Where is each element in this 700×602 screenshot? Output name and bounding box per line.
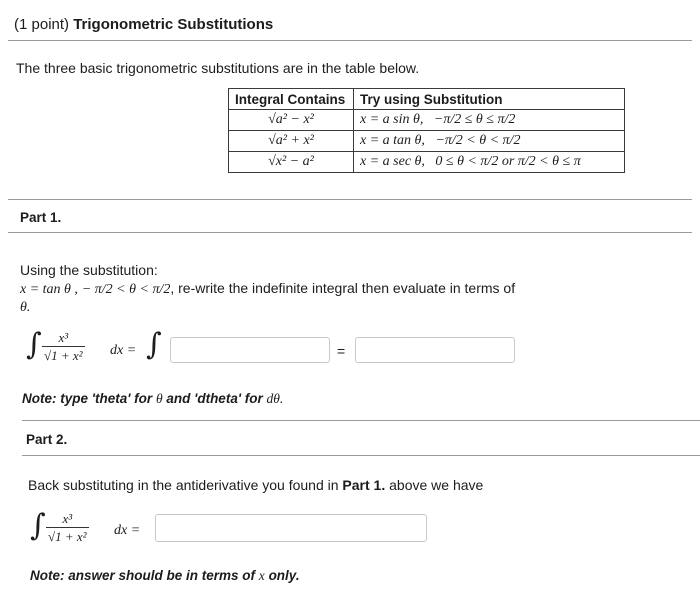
part2-top-divider [22, 420, 700, 421]
contains-cell: √a² − x² [229, 110, 354, 131]
table-header-row [229, 89, 625, 110]
part1-bottom-divider [8, 232, 692, 233]
back-text-bold: Part 1. [342, 477, 386, 493]
antiderivative-x-input[interactable] [155, 514, 427, 542]
note-dtheta: dθ. [266, 391, 284, 406]
part1-equals: = [337, 343, 346, 359]
part2-note [30, 568, 300, 584]
substitution-range: − π/2 < θ < π/2 [81, 282, 171, 297]
col-substitution: Try using Substitution [354, 89, 625, 110]
note-prefix: Note: answer should be in terms of [30, 568, 256, 583]
sub-range: 0 ≤ θ < π/2 or π/2 < θ ≤ π [435, 154, 581, 169]
substitution-cell [354, 131, 625, 152]
part1-integrand [42, 330, 85, 364]
part2-bottom-divider [22, 455, 700, 456]
integrand-denominator: √1 + x² [44, 348, 83, 363]
problem-title: Trigonometric Substitutions [73, 16, 274, 33]
part1-integral-sign-2: ∫ [146, 327, 162, 362]
note-mid: and 'dtheta' for [166, 391, 263, 406]
table-row [229, 131, 625, 152]
sub-expr: x = a sin θ, [360, 112, 424, 127]
part2-label: Part 2. [26, 432, 68, 447]
substitution-cell [354, 152, 625, 173]
part1-top-divider [8, 199, 692, 200]
back-substituting-text [28, 477, 483, 493]
back-text-after: above we have [389, 477, 484, 493]
integrand-numerator: x³ [62, 511, 73, 526]
substitution-line [20, 280, 515, 298]
part1-label: Part 1. [20, 210, 62, 225]
note-prefix: Note: type 'theta' for [22, 391, 153, 406]
back-text-before: Back substituting in the antiderivative you found in [28, 477, 339, 493]
instruction-text: , re-write the indefinite integral then evaluate in terms of [170, 280, 516, 296]
table-row [229, 110, 625, 131]
note-x: x [258, 568, 265, 583]
sub-expr: x = a sec θ, [360, 154, 425, 169]
note-suffix: only. [268, 568, 300, 583]
header-divider [8, 40, 692, 41]
part1-integral-sign: ∫ [26, 327, 42, 362]
points-label: (1 point) [14, 16, 70, 33]
col-integral-contains: Integral Contains [229, 89, 354, 110]
integrand-denominator: √1 + x² [48, 529, 87, 544]
theta-text: θ. [20, 300, 31, 315]
problem-header [14, 16, 273, 33]
part1-dx-equals: dx = [110, 343, 137, 358]
part2-integrand [46, 511, 89, 545]
sub-range: −π/2 ≤ θ ≤ π/2 [433, 112, 516, 127]
intro-text: The three basic trigonometric substitutions are in the table below. [16, 60, 420, 76]
substitution-cell [354, 110, 625, 131]
antiderivative-theta-input[interactable] [355, 337, 515, 363]
using-substitution-text: Using the substitution: [20, 262, 158, 278]
integrand-numerator: x³ [58, 330, 69, 345]
table-row [229, 152, 625, 173]
note-theta: θ [155, 391, 163, 406]
substitution-expression: x = tan θ , [20, 282, 78, 297]
part2-integral-sign: ∫ [30, 508, 46, 543]
substitution-table [228, 88, 625, 173]
part1-note [22, 391, 283, 407]
sub-range: −π/2 < θ < π/2 [435, 133, 521, 148]
sub-expr: x = a tan θ, [360, 133, 425, 148]
integrand-input[interactable] [170, 337, 330, 363]
part2-dx-equals: dx = [114, 523, 141, 538]
contains-cell: √a² + x² [229, 131, 354, 152]
contains-cell: √x² − a² [229, 152, 354, 173]
